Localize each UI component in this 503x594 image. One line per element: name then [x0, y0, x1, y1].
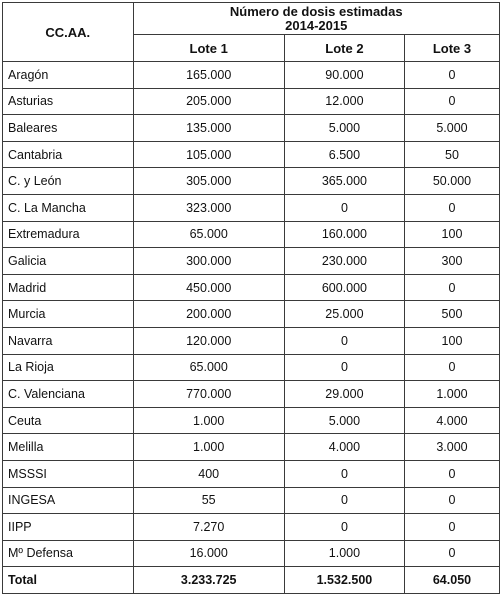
- lot-1-value-cell: 120.000: [133, 327, 284, 354]
- table-row: [3, 514, 500, 541]
- table-body: [3, 62, 500, 594]
- group-title-line1: Número de dosis estimadas: [229, 3, 403, 19]
- table-row: [3, 460, 500, 487]
- lot-3-value-cell: 500: [404, 301, 499, 328]
- lot-1-header: Lote 1: [133, 35, 284, 62]
- lot-3-value-cell: 0: [404, 540, 499, 567]
- lot-1-value-cell: 7.270: [133, 514, 284, 541]
- lot-1-value-cell: 323.000: [133, 194, 284, 221]
- region-column-header: CC.AA.: [3, 3, 134, 62]
- table-row: [3, 62, 500, 89]
- lot-3-value-cell: 4.000: [404, 407, 499, 434]
- region-name-cell: Aragón: [3, 62, 134, 89]
- lot-2-value-cell: 0: [284, 194, 404, 221]
- lot-1-value-cell: 135.000: [133, 115, 284, 142]
- lot-1-value-cell: 200.000: [133, 301, 284, 328]
- lot-1-value-cell: 1.000: [133, 434, 284, 461]
- total-row: [3, 567, 500, 594]
- lot-3-value-cell: 50: [404, 141, 499, 168]
- table-row: [3, 274, 500, 301]
- lot-3-value-cell: 5.000: [404, 115, 499, 142]
- lot-1-value-cell: 450.000: [133, 274, 284, 301]
- region-name-cell: Murcia: [3, 301, 134, 328]
- lot-1-value-cell: 300.000: [133, 248, 284, 275]
- lot-3-value-cell: 64.050: [404, 567, 499, 594]
- region-name-cell: Melilla: [3, 434, 134, 461]
- lot-2-value-cell: 600.000: [284, 274, 404, 301]
- lot-2-value-cell: 4.000: [284, 434, 404, 461]
- region-name-cell: INGESA: [3, 487, 134, 514]
- lot-3-value-cell: 3.000: [404, 434, 499, 461]
- region-name-cell: Cantabria: [3, 141, 134, 168]
- lot-3-value-cell: 0: [404, 354, 499, 381]
- table-row: [3, 88, 500, 115]
- lot-3-value-cell: 0: [404, 514, 499, 541]
- lot-2-value-cell: 0: [284, 354, 404, 381]
- table-row: [3, 248, 500, 275]
- lot-2-value-cell: 5.000: [284, 115, 404, 142]
- lot-3-value-cell: 100: [404, 221, 499, 248]
- table-row: [3, 141, 500, 168]
- region-name-cell: Extremadura: [3, 221, 134, 248]
- table-row: [3, 407, 500, 434]
- table-row: [3, 194, 500, 221]
- region-name-cell: C. La Mancha: [3, 194, 134, 221]
- lot-2-value-cell: 1.000: [284, 540, 404, 567]
- lot-2-value-cell: 90.000: [284, 62, 404, 89]
- lot-2-value-cell: 0: [284, 460, 404, 487]
- lot-3-value-cell: 300: [404, 248, 499, 275]
- lot-1-value-cell: 305.000: [133, 168, 284, 195]
- region-name-cell: La Rioja: [3, 354, 134, 381]
- table-row: [3, 221, 500, 248]
- table-row: [3, 168, 500, 195]
- lot-2-value-cell: 230.000: [284, 248, 404, 275]
- lot-2-value-cell: 29.000: [284, 381, 404, 408]
- lot-2-value-cell: 365.000: [284, 168, 404, 195]
- lot-2-value-cell: 25.000: [284, 301, 404, 328]
- lot-1-value-cell: 770.000: [133, 381, 284, 408]
- lot-1-value-cell: 16.000: [133, 540, 284, 567]
- lot-1-value-cell: 165.000: [133, 62, 284, 89]
- table-row: [3, 115, 500, 142]
- table-row: [3, 381, 500, 408]
- region-name-cell: Galicia: [3, 248, 134, 275]
- region-name-cell: C. Valenciana: [3, 381, 134, 408]
- table-row: [3, 301, 500, 328]
- region-name-cell: IIPP: [3, 514, 134, 541]
- lot-1-value-cell: 1.000: [133, 407, 284, 434]
- lot-1-value-cell: 105.000: [133, 141, 284, 168]
- group-column-header: [133, 3, 500, 35]
- lot-2-value-cell: 6.500: [284, 141, 404, 168]
- lot-1-value-cell: 3.233.725: [133, 567, 284, 594]
- table-row: [3, 540, 500, 567]
- doses-table: [2, 2, 500, 594]
- lot-2-value-cell: 12.000: [284, 88, 404, 115]
- lot-2-header: Lote 2: [284, 35, 404, 62]
- lot-2-value-cell: 5.000: [284, 407, 404, 434]
- lot-1-value-cell: 205.000: [133, 88, 284, 115]
- table-row: [3, 434, 500, 461]
- region-name-cell: Baleares: [3, 115, 134, 142]
- lot-1-value-cell: 55: [133, 487, 284, 514]
- lot-2-value-cell: 0: [284, 514, 404, 541]
- region-name-cell: Navarra: [3, 327, 134, 354]
- region-name-cell: MSSSI: [3, 460, 134, 487]
- group-title-line2: 2014-2015: [285, 17, 348, 33]
- lot-2-value-cell: 1.532.500: [284, 567, 404, 594]
- lot-3-value-cell: 50.000: [404, 168, 499, 195]
- region-name-cell: C. y León: [3, 168, 134, 195]
- lot-3-value-cell: 1.000: [404, 381, 499, 408]
- lot-2-value-cell: 0: [284, 487, 404, 514]
- lot-1-value-cell: 65.000: [133, 354, 284, 381]
- table-row: [3, 487, 500, 514]
- lot-3-value-cell: 0: [404, 460, 499, 487]
- region-name-cell: Total: [3, 567, 134, 594]
- region-name-cell: Ceuta: [3, 407, 134, 434]
- lot-3-value-cell: 0: [404, 62, 499, 89]
- table-row: [3, 327, 500, 354]
- region-name-cell: Mº Defensa: [3, 540, 134, 567]
- table-row: [3, 354, 500, 381]
- lot-3-value-cell: 0: [404, 194, 499, 221]
- region-name-cell: Asturias: [3, 88, 134, 115]
- lot-3-value-cell: 0: [404, 487, 499, 514]
- lot-3-value-cell: 100: [404, 327, 499, 354]
- lot-3-value-cell: 0: [404, 88, 499, 115]
- lot-1-value-cell: 400: [133, 460, 284, 487]
- lot-2-value-cell: 160.000: [284, 221, 404, 248]
- lot-1-value-cell: 65.000: [133, 221, 284, 248]
- lot-3-header: Lote 3: [404, 35, 499, 62]
- lot-2-value-cell: 0: [284, 327, 404, 354]
- region-name-cell: Madrid: [3, 274, 134, 301]
- lot-3-value-cell: 0: [404, 274, 499, 301]
